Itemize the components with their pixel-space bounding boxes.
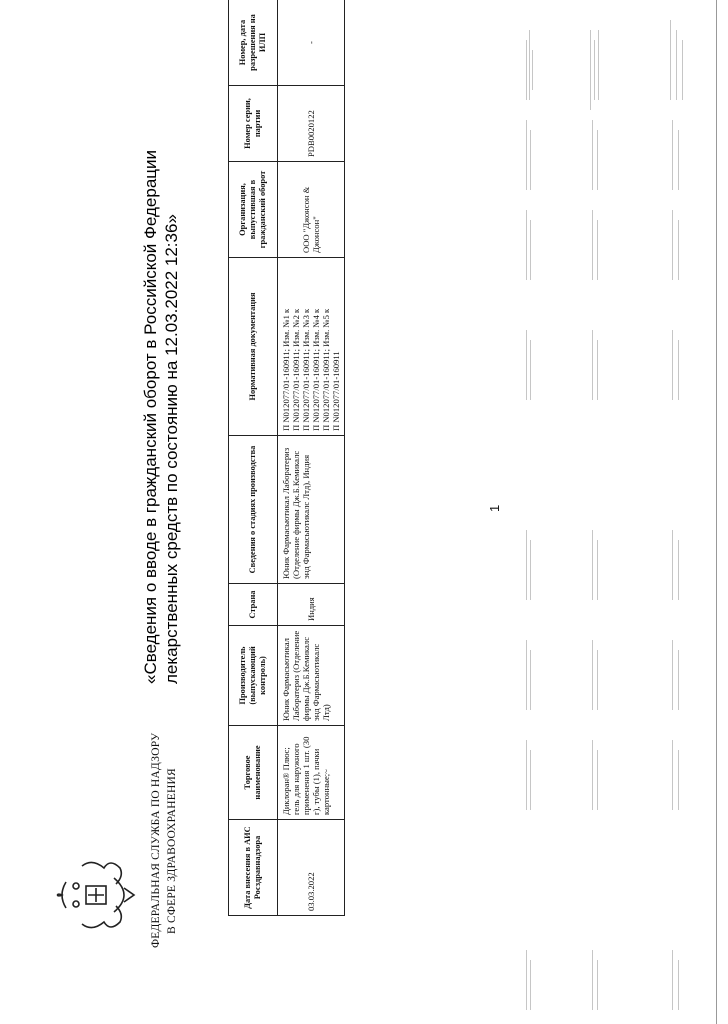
cell-batch: PDB0020122 [278, 86, 345, 162]
document-title: «Сведения о вводе в гражданский оборот в Российской Федерации лекарственных средств по состоянию на 12.03.2022 12:36» [141, 149, 181, 684]
cell-trade-name: Диклоран® Плюс; гель для наружного применения 1 шт. (30 г), тубы (1), пачки картонные;~ [278, 726, 345, 820]
doc-line: П N012077/01-160911; Изм. №1 к [281, 308, 291, 431]
table-row [278, 0, 345, 916]
cell-organization: ООО "Джонсон & Джонсон" [278, 162, 345, 258]
cell-manufacturer: Юник Фармасьютикал Лаборатериз (Отделение фирмы Дж.Б.Кемикалс энд Фармасьютикалс Лтд) [278, 626, 345, 726]
table-header-row [229, 0, 278, 916]
column-header: Производитель (выпускающий контроль) [229, 626, 278, 726]
column-header: Номер, дата разрешения на ИЛП [229, 0, 278, 86]
doc-line: П N012077/01-160911; Изм. №2 к [291, 308, 301, 431]
column-header: Нормативная документация [229, 258, 278, 436]
column-header: Страна [229, 584, 278, 626]
column-header: Дата внесения в АИС Росздравнадзора [229, 820, 278, 916]
column-header: Торговое наименование [229, 726, 278, 820]
column-header: Организация, выпустившая в гражданский оборот [229, 162, 278, 258]
page-number: 1 [487, 504, 502, 512]
doc-line: П N012077/01-160911; Изм. №3 к [301, 308, 311, 431]
emblem-icon [52, 852, 142, 938]
cell-stages: Юник Фармасьютикал Лаборатериз (Отделение фирмы Дж.Б.Кемикалс энд Фармасьютикалс Лтд), Индия [278, 436, 345, 584]
doc-line: П N012077/01-160911 [331, 351, 341, 431]
scan-noise [520, 0, 728, 1024]
doc-line: П N012077/01-160911; Изм. №5 к [321, 308, 331, 431]
cell-docs [278, 258, 345, 436]
agency-line-1: ФЕДЕРАЛЬНАЯ СЛУЖБА ПО НАДЗОРУ [150, 732, 162, 948]
cell-date: 03.03.2022 [278, 820, 345, 916]
doc-line: П N012077/01-160911; Изм. №4 к [311, 308, 321, 431]
column-header: Номер серии, партии [229, 86, 278, 162]
cell-permit: - [278, 0, 345, 86]
column-header: Сведения о стадиях производства [229, 436, 278, 584]
agency-line-2: В СФЕРЕ ЗДРАВООХРАНЕНИЯ [166, 768, 178, 934]
cell-country: Индия [278, 584, 345, 626]
agency-name [148, 733, 180, 948]
registry-table [228, 0, 345, 916]
